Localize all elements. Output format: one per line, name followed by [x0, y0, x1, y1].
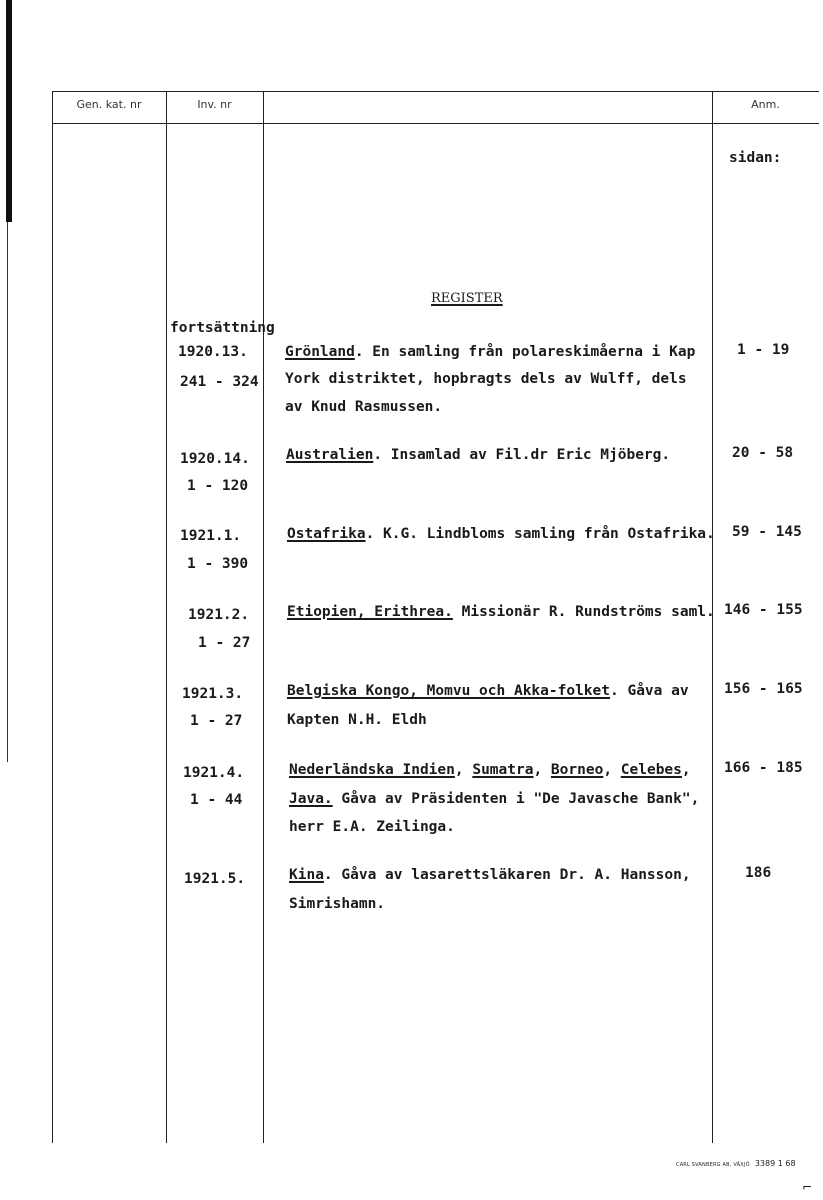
binding-edge-bar: [6, 0, 12, 222]
entry-6-place-1: Nederländska Indien: [289, 762, 455, 778]
entry-1-pages: 1 - 19: [737, 342, 790, 358]
entry-3-place: Ostafrika: [287, 526, 366, 542]
entry-2-inv: 1 - 120: [187, 478, 249, 494]
entry-5-pages: 156 - 165: [724, 681, 803, 697]
entry-5-place: Belgiska Kongo, Momvu och Akka-folket: [287, 683, 611, 699]
entry-6-cat: 1921.4.: [183, 765, 245, 781]
entry-4-inv: 1 - 27: [198, 635, 251, 651]
entry-6-place-2: Sumatra: [472, 762, 534, 778]
entry-1-line1: Grönland. En samling från polareskimåerna i Kap: [285, 344, 696, 360]
entry-6-inv: 1 - 44: [190, 792, 243, 808]
entry-1-line2: York distriktet, hopbragts dels av Wulff, dels: [285, 371, 687, 387]
entry-7-place: Kina: [289, 867, 324, 883]
entry-1-place: Grönland: [285, 344, 355, 360]
entry-5-cat: 1921.3.: [182, 686, 244, 702]
printer-imprint: CARL SVANBERG AB, VÄXJÖ 3389 1 68: [676, 1159, 796, 1168]
entry-4-place: Etiopien, Erithrea.: [287, 604, 453, 620]
entry-5-line1: Belgiska Kongo, Momvu och Akka-folket. Gåva av: [287, 683, 689, 699]
entry-4-line1: Etiopien, Erithrea. Missionär R. Rundströms saml.: [287, 604, 715, 620]
entry-1-line3: av Knud Rasmussen.: [285, 399, 443, 415]
entry-7-cat: 1921.5.: [184, 871, 246, 887]
entry-2-pages: 20 - 58: [732, 445, 794, 461]
entry-3-line1: Ostafrika. K.G. Lindbloms samling från Ostafrika.: [287, 526, 715, 542]
entry-2-place: Australien: [286, 447, 374, 463]
entry-7-pages: 186: [745, 865, 772, 881]
entry-4-pages: 146 - 155: [724, 602, 803, 618]
entry-7-line2: Simrishamn.: [289, 896, 386, 912]
entry-3-pages: 59 - 145: [732, 524, 802, 540]
col-divider-2: [263, 91, 264, 1143]
entry-1-inv: 241 - 324: [180, 374, 259, 390]
entry-6-place-3: Borneo: [550, 762, 604, 778]
entry-2-line1: Australien. Insamlad av Fil.dr Eric Mjöberg.: [286, 447, 671, 463]
header-inv-nr: Inv. nr: [197, 98, 232, 111]
entry-4-cat: 1921.2.: [188, 607, 250, 623]
continuation-label: fortsättning: [170, 320, 275, 336]
sidan-label: sidan:: [729, 150, 782, 166]
entry-5-line2: Kapten N.H. Eldh: [287, 712, 427, 728]
register-title: REGISTER: [431, 291, 503, 306]
entry-6-line2: Java. Gåva av Präsidenten i "De Javasche Bank",: [289, 791, 700, 807]
header-top-rule: [52, 91, 819, 92]
entry-3-inv: 1 - 390: [187, 556, 249, 572]
header-gen-kat-nr: Gen. kat. nr: [76, 98, 142, 111]
entry-6-place-4: Celebes: [620, 762, 682, 778]
col-divider-1: [166, 91, 167, 1143]
binding-edge-line: [7, 222, 8, 762]
left-border: [52, 91, 53, 1143]
entry-6-line1: Nederländska Indien, Sumatra, Borneo, Celebes,: [289, 762, 691, 778]
header-bottom-rule: [52, 123, 819, 124]
entry-6-place-5: Java.: [289, 791, 333, 807]
entry-1-cat: 1920.13.: [178, 344, 248, 360]
corner-mark: ⌐: [802, 1180, 813, 1194]
entry-3-cat: 1921.1.: [180, 528, 242, 544]
header-anm: Anm.: [751, 98, 780, 111]
entry-5-inv: 1 - 27: [190, 713, 243, 729]
entry-7-line1: Kina. Gåva av lasarettsläkaren Dr. A. Hansson,: [289, 867, 691, 883]
entry-2-cat: 1920.14.: [180, 451, 250, 467]
entry-6-pages: 166 - 185: [724, 760, 803, 776]
entry-6-line3: herr E.A. Zeilinga.: [289, 819, 455, 835]
